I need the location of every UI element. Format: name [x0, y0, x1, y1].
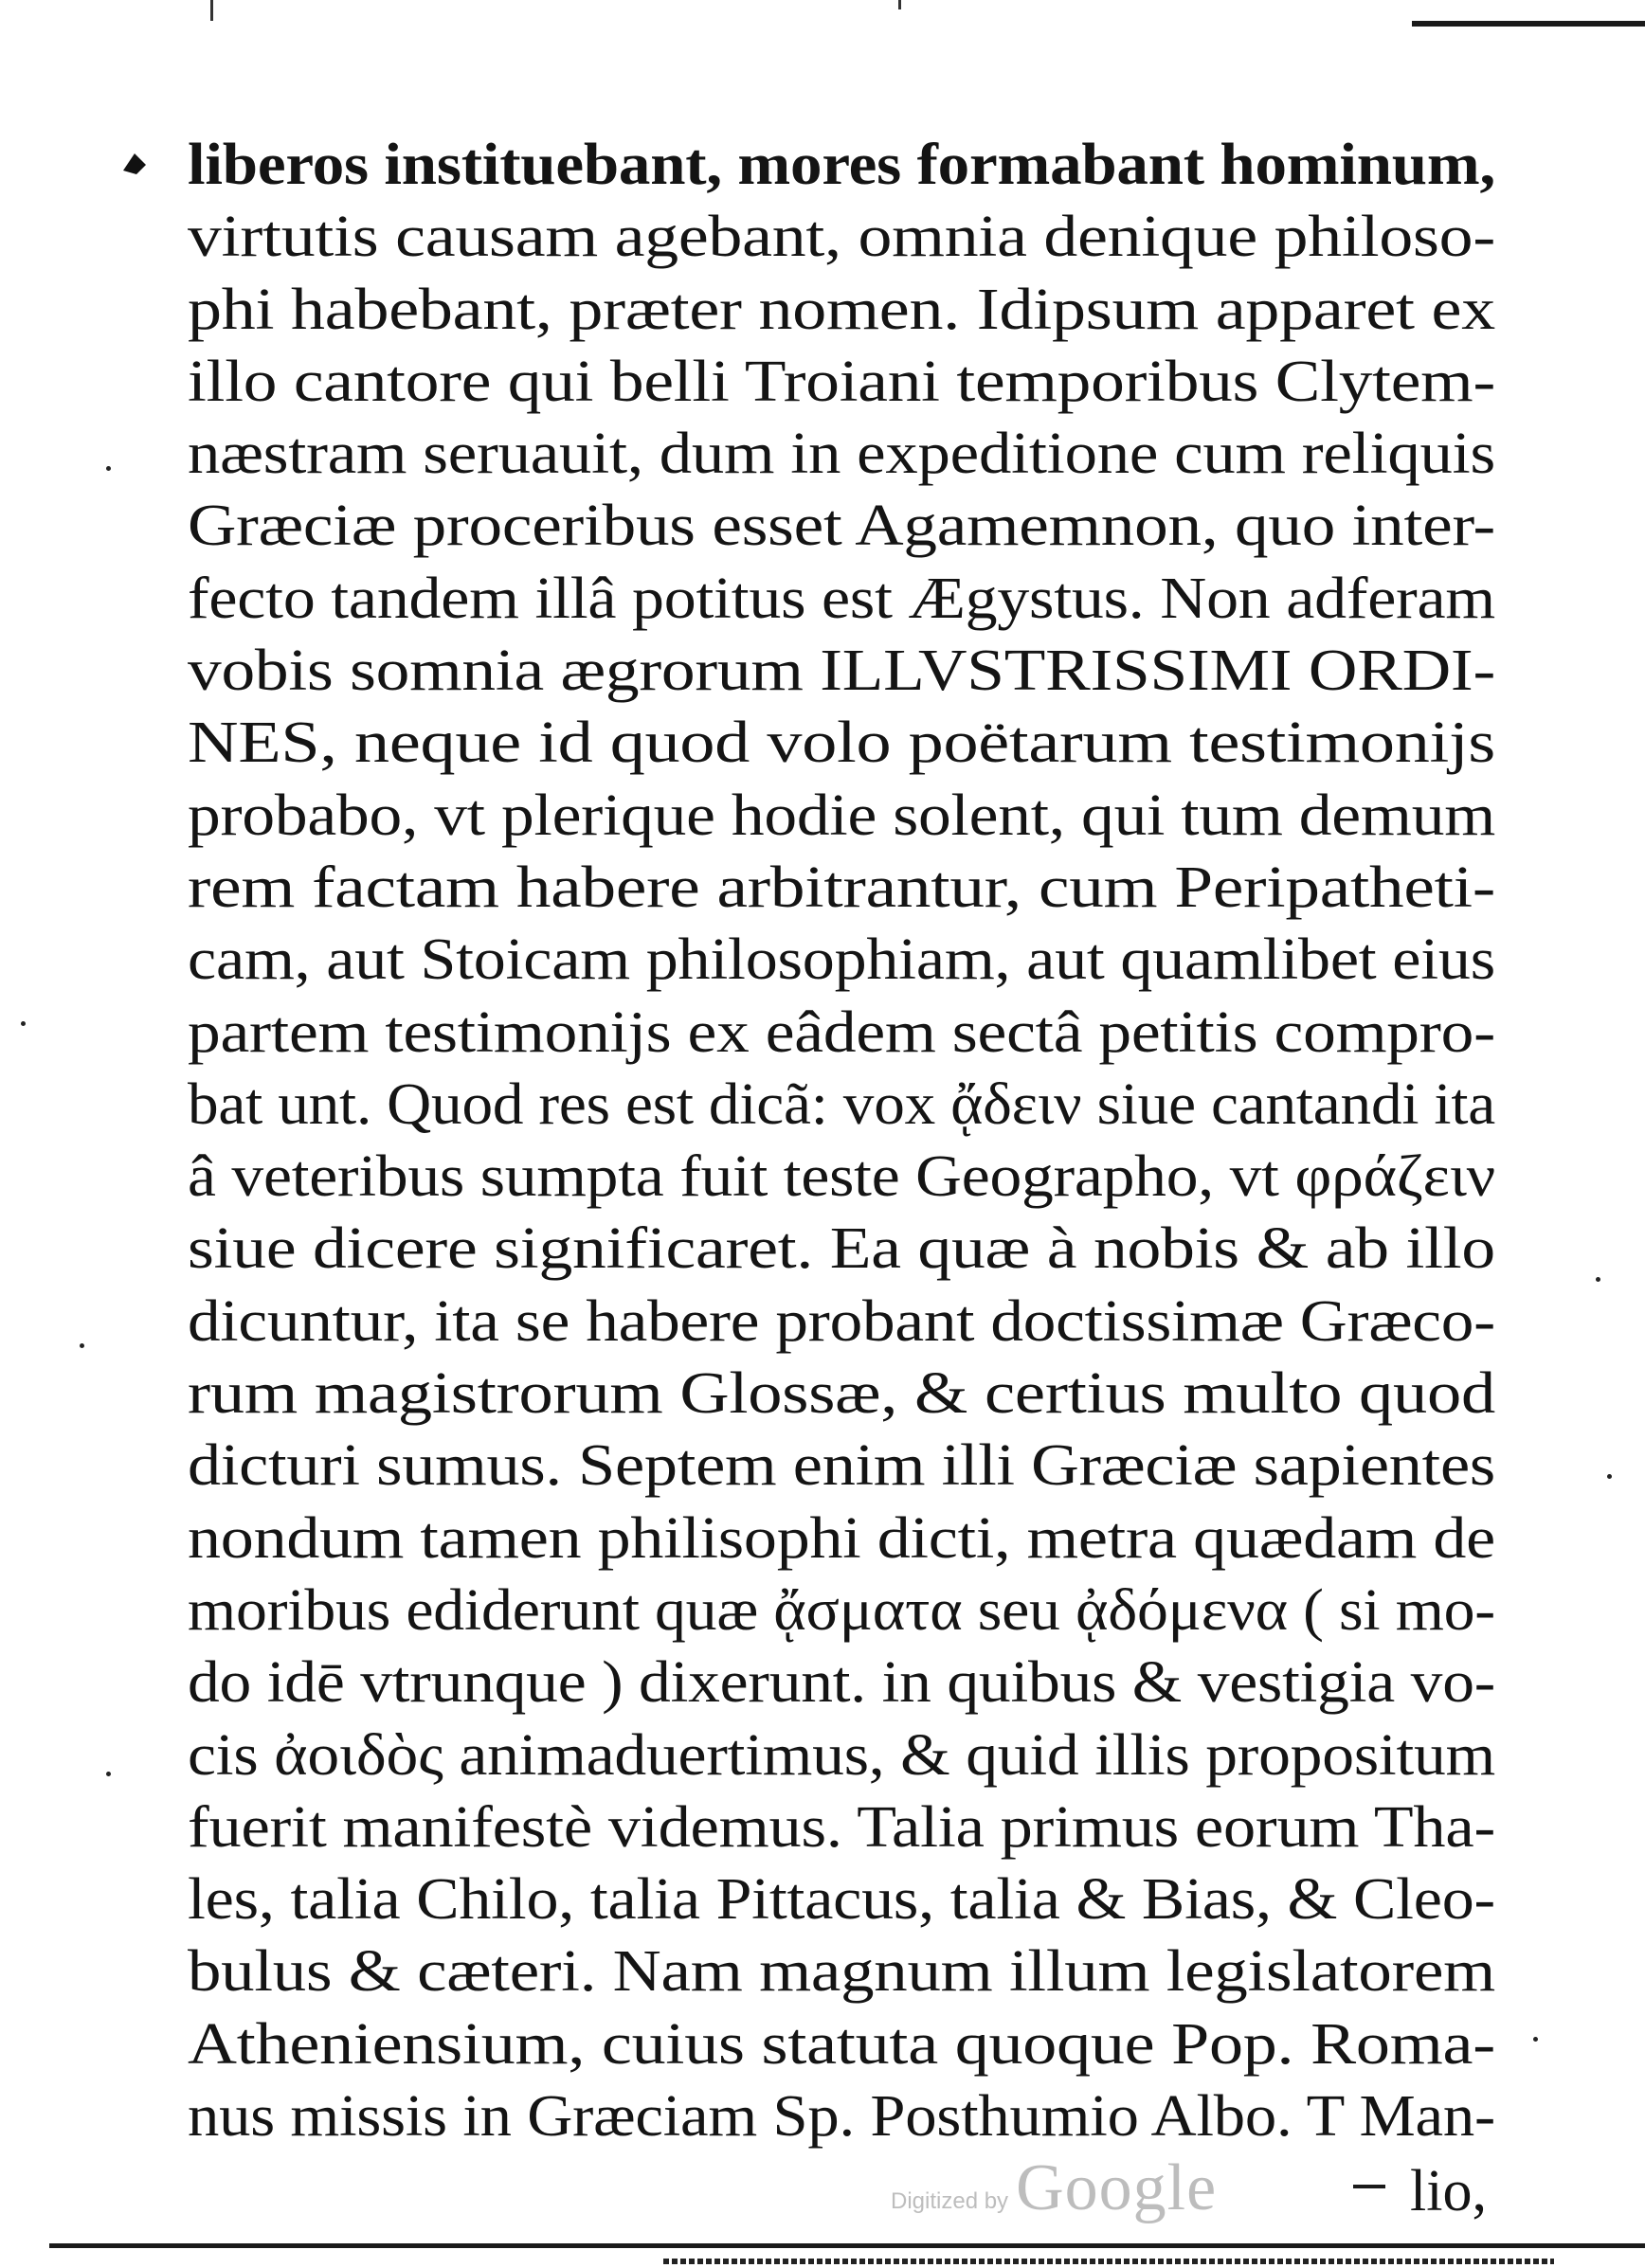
text-line: NES, neque id quod volo poëtarum testimonijs	[188, 711, 1495, 776]
page-edge-shadow	[663, 2259, 1554, 2264]
ink-speck	[21, 1021, 26, 1026]
text-line: fuerit manifestè videmus. Talia primus eorum Tha-	[188, 1794, 1495, 1860]
text-line: dicturi sumus. Septem enim illi Græciæ sapientes	[188, 1433, 1495, 1499]
text-line: vobis somnia ægrorum ILLVSTRISSIMI ORDI-	[188, 639, 1495, 704]
text-line: probabo, vt plerique hodie solent, qui tum demum	[188, 783, 1495, 848]
ink-speck	[1596, 1277, 1600, 1282]
text-line: rem factam habere arbitrantur, cum Peripatheti-	[188, 855, 1495, 920]
ink-speck	[80, 1343, 84, 1348]
ink-speck	[106, 1772, 111, 1776]
ink-speck	[1607, 1474, 1612, 1479]
top-edge-mark	[898, 0, 901, 9]
text-line: cis ἀοιδὸς animaduertimus, & quid illis propositum	[188, 1722, 1495, 1788]
text-line: moribus ediderunt quæ ᾄσματα seu ᾀδόμενα ( si mo-	[188, 1577, 1495, 1643]
ink-speck	[1533, 2037, 1538, 2042]
text-line: dicuntur, ita se habere probant doctissimæ Græco-	[188, 1288, 1495, 1354]
ink-speck	[106, 466, 111, 471]
text-line: illo cantore qui belli Troiani temporibus Clytem-	[188, 349, 1495, 414]
text-line: fecto tandem illâ potitus est Ægystus. Non adferam	[188, 566, 1495, 631]
digitization-watermark	[891, 2151, 1217, 2226]
top-edge-mark	[210, 0, 213, 21]
text-line: bat unt. Quod res est dicã: vox ᾄδειν siue cantandi ita	[188, 1071, 1495, 1137]
text-line: phi habebant, præter nomen. Idipsum apparet ex	[188, 277, 1495, 342]
text-line: les, talia Chilo, talia Pittacus, talia & Bias, & Cleo-	[188, 1867, 1495, 1933]
text-line: næstram seruauit, dum in expeditione cum reliquis	[188, 422, 1496, 487]
body-text	[188, 129, 1495, 2152]
text-line: cam, aut Stoicam philosophiam, aut quamlibet eius	[188, 927, 1495, 993]
text-line: â veteribus sumpta fuit teste Geographo, vt φράζειν	[188, 1144, 1495, 1210]
catchword-dash	[1353, 2185, 1385, 2188]
text-line: liberos instituebant, mores formabant hominum,	[188, 133, 1495, 197]
text-line: do idē vtrunque ) dixerunt. in quibus & vestigia vo-	[188, 1650, 1495, 1716]
text-line: rum magistrorum Glossæ, & certius multo quod	[188, 1361, 1495, 1427]
watermark-brand: Google	[1016, 2151, 1218, 2224]
text-line: partem testimonijs ex eâdem sectâ petitis compro-	[188, 999, 1496, 1065]
watermark-prefix: Digitized by	[891, 2188, 1009, 2214]
text-line: siue dicere significaret. Ea quæ à nobis & ab illo	[188, 1216, 1495, 1282]
text-line: nus missis in Græciam Sp. Posthumio Albo. T Man-	[188, 2084, 1495, 2150]
top-border-rule	[1412, 21, 1645, 27]
text-line: bulus & cæteri. Nam magnum illum legislatorem	[188, 1939, 1495, 2005]
catchword: lio,	[1410, 2159, 1487, 2223]
text-line: virtutis causam agebant, omnia denique philoso-	[188, 205, 1495, 270]
bottom-border-rule	[49, 2243, 1645, 2248]
text-line: Atheniensium, cuius statuta quoque Pop. Roma-	[188, 2011, 1495, 2077]
text-line: Græciæ proceribus esset Agamemnon, quo inter-	[188, 494, 1495, 559]
text-line: nondum tamen philisophi dicti, metra quædam de	[188, 1505, 1495, 1571]
margin-pointer-icon	[121, 152, 148, 176]
